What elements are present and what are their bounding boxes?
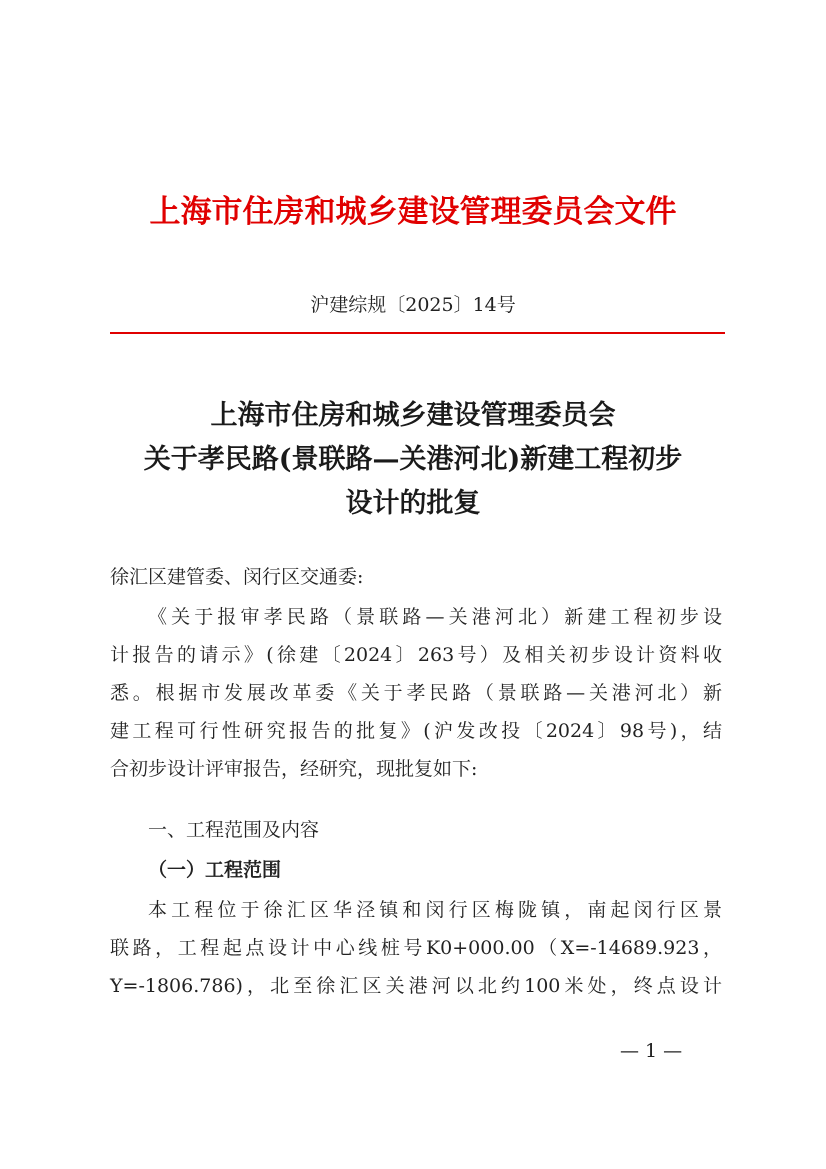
document-number: 沪建综规〔2025〕14号 bbox=[310, 294, 516, 316]
paragraph-1-line: 悉。根据市发展改革委《关于孝民路（景联路—关港河北）新 bbox=[110, 682, 722, 704]
section-heading-1: 一、工程范围及内容 bbox=[148, 819, 320, 841]
paragraph-2 bbox=[110, 891, 722, 1005]
paragraph-1-line: 合初步设计评审报告，经研究，现批复如下: bbox=[110, 758, 478, 780]
paragraph-1 bbox=[110, 598, 722, 788]
paragraph-1-line: 计报告的请示》(徐建〔2024〕263号）及相关初步设计资料收 bbox=[110, 644, 722, 666]
page-number: — 1 — bbox=[620, 1040, 683, 1062]
document-title bbox=[0, 394, 826, 526]
title-line-2: 关于孝民路(景联路—关港河北)新建工程初步 bbox=[143, 444, 683, 475]
paragraph-2-line: Y=-1806.786)，北至徐汇区关港河以北约100米处，终点设计 bbox=[110, 975, 722, 997]
subsection-heading-1: （一）工程范围 bbox=[148, 859, 282, 881]
paragraph-1-line: 建工程可行性研究报告的批复》(沪发改投〔2024〕98号)，结 bbox=[110, 720, 722, 742]
title-line-3: 设计的批复 bbox=[345, 488, 481, 519]
paragraph-2-line: 联路，工程起点设计中心线桩号K0+000.00（X=-14689.923， bbox=[110, 937, 722, 959]
header-divider bbox=[110, 332, 725, 334]
paragraph-1-line: 《关于报审孝民路（景联路—关港河北）新建工程初步设 bbox=[148, 606, 722, 628]
paragraph-2-line: 本工程位于徐汇区华泾镇和闵行区梅陇镇，南起闵行区景 bbox=[148, 899, 722, 921]
title-line-1: 上海市住房和城乡建设管理委员会 bbox=[210, 400, 616, 431]
document-header-title: 上海市住房和城乡建设管理委员会文件 bbox=[149, 194, 677, 230]
addressee: 徐汇区建管委、闵行区交通委: bbox=[110, 566, 364, 588]
